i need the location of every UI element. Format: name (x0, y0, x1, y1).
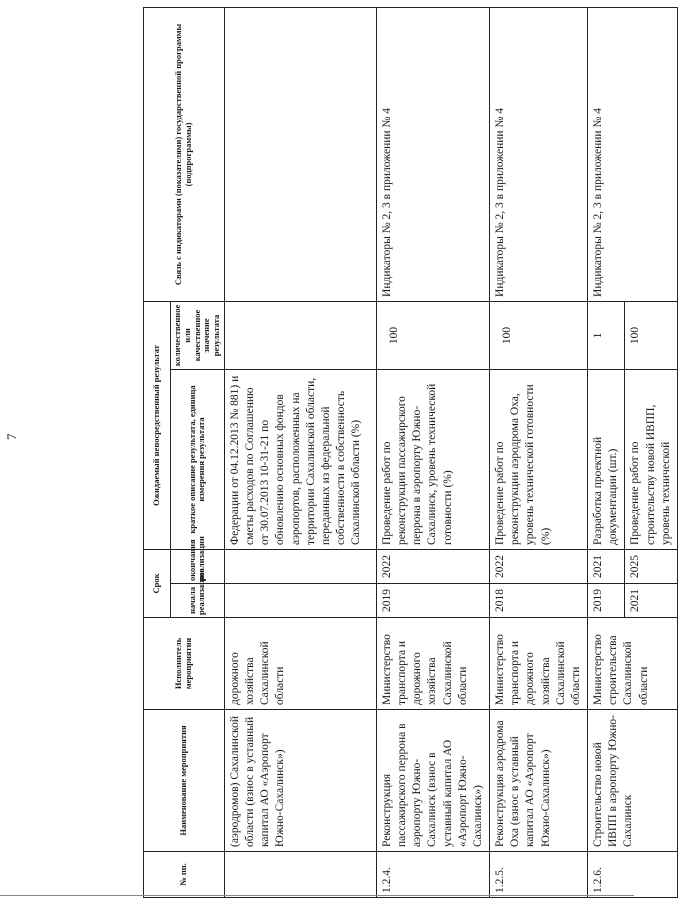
row-desc: Проведение работ по реконструкции аэродрома Оха, уровень технической готовности (%) (490, 369, 588, 549)
row-end: 2022 (490, 549, 588, 583)
row-link: Индикаторы № 2, 3 в приложении № 4 (490, 7, 588, 301)
row-desc: Федерации от 04.12.2013 № 881) и сметы расходов по Соглашению от 30.07.2013 10-31-21 по обновлению основных фондов аэропортов, расположенных на территории Сахалинской области, переданных из федеральной собственности в собственность Сахалинской области (%) (224, 369, 376, 549)
row-link: Индикаторы № 2, 3 в приложении № 4 (588, 7, 678, 301)
row-start: 2019 (376, 584, 489, 618)
row-desc-2: Проведение работ по строительству новой ИВПП, уровень технической (625, 369, 678, 549)
header-executor: Исполнитель мероприятия (144, 618, 225, 710)
row-start-2: 2021 (625, 584, 678, 618)
row-desc: Разработка проектной документации (шт.) (588, 369, 625, 549)
header-result-value: количественное или качественное значение результата (171, 301, 225, 369)
row-start: 2018 (490, 584, 588, 618)
row-value (224, 301, 376, 369)
row-executor: Министерство строительства Сахалинской области (588, 618, 678, 710)
row-num: 1.2.6. (588, 852, 678, 898)
row-name: Строительство новой ИВПП в аэропорту Южно-Сахалинск (588, 710, 678, 852)
scan-edge-line (0, 895, 634, 896)
row-link: Индикаторы № 2, 3 в приложении № 4 (376, 7, 489, 301)
header-name: Наименование мероприятия (144, 710, 225, 852)
header-result-desc: краткое описание результата, единица измерения результата (171, 369, 225, 549)
header-num: № пп. (144, 852, 225, 898)
row-executor: Министерство транспорта и дорожного хозяйства Сахалинской области (376, 618, 489, 710)
row-desc: Проведение работ по реконструкции пассажирского перрона в аэропорту Южно-Сахалинск, уровень технической готовности (%) (376, 369, 489, 549)
row-link (224, 7, 376, 301)
row-name: Реконструкция пассажирского перрона в аэропорту Южно-Сахалинск (взнос в уставный капитал АО «Аэропорт Южно-Сахалинск») (376, 710, 489, 852)
row-end: 2021 (588, 549, 625, 583)
table-row (376, 7, 489, 897)
row-start (224, 584, 376, 618)
row-value: 100 (490, 301, 588, 369)
row-executor: дорожного хозяйства Сахалинской области (224, 618, 376, 710)
row-value: 1 (588, 301, 625, 369)
measures-table (143, 7, 678, 898)
row-end: 2022 (376, 549, 489, 583)
row-num: 1.2.4. (376, 852, 489, 898)
row-start: 2019 (588, 584, 625, 618)
header-term-start: начала реализации (171, 584, 225, 618)
header-term: Срок (144, 549, 171, 617)
row-value: 100 (376, 301, 489, 369)
measures-table-sheet (143, 8, 672, 898)
table-row (588, 7, 625, 897)
row-name: (аэродромов) Сахалинской области (взнос в уставный капитал АО «Аэропорт Южно-Сахалинск») (224, 710, 376, 852)
row-end (224, 549, 376, 583)
page-number: 7 (4, 433, 19, 440)
row-end-2: 2025 (625, 549, 678, 583)
row-num: 1.2.5. (490, 852, 588, 898)
header-result: Ожидаемый непосредственный результат (144, 301, 171, 549)
row-value-2: 100 (625, 301, 678, 369)
row-num (224, 852, 376, 898)
header-link: Связь с индикаторами (показателями) государственной программы (подпрограммы) (144, 7, 225, 301)
table-row (490, 7, 588, 897)
table-row (224, 7, 376, 897)
header-term-end: окончания реализации (171, 549, 225, 583)
row-name: Реконструкция аэродрома Оха (взнос в уставный капитал АО «Аэропорт Южно-Сахалинск») (490, 710, 588, 852)
row-executor: Министерство транспорта и дорожного хозяйства Сахалинской области (490, 618, 588, 710)
